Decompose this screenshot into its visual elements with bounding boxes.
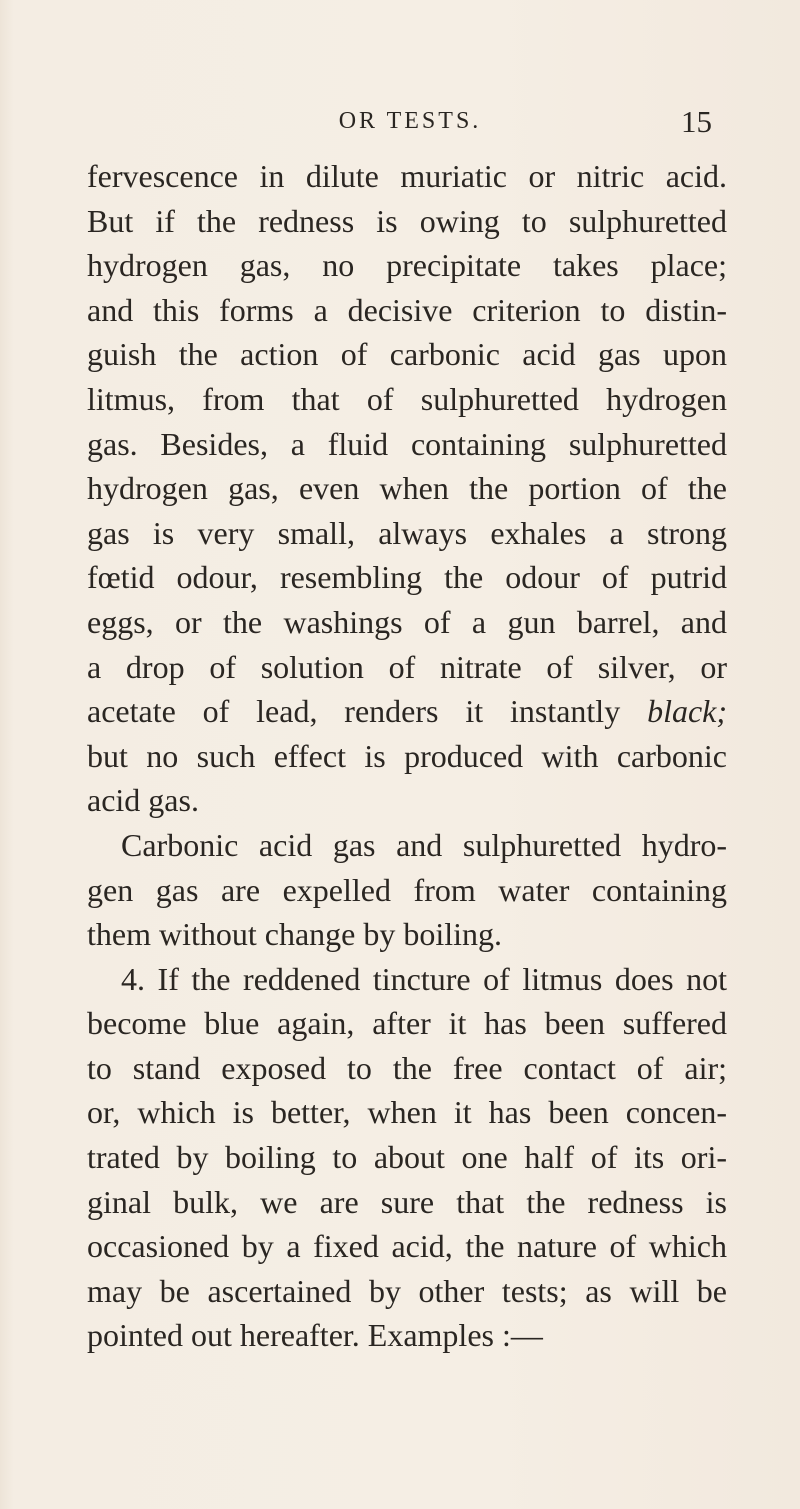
text-line: become blue again, after it has been suffered bbox=[87, 1005, 727, 1042]
text-line: hydrogen gas, no precipitate takes place; bbox=[87, 247, 727, 284]
body-text bbox=[87, 154, 727, 1358]
text-line: 4. If the reddened tincture of litmus does not bbox=[121, 960, 727, 997]
text-line: But if the redness is owing to sulphuretted bbox=[87, 202, 727, 239]
running-title: OR TESTS. bbox=[338, 108, 482, 134]
text-line: litmus, from that of sulphuretted hydrogen bbox=[87, 380, 727, 417]
text-line: pointed out hereafter. Examples :— bbox=[87, 1317, 543, 1354]
text-line-with-emphasis bbox=[87, 689, 727, 734]
text-line: ginal bulk, we are sure that the redness is bbox=[87, 1183, 727, 1220]
text-line: to stand exposed to the free contact of air; bbox=[87, 1049, 727, 1086]
text-line: but no such effect is produced with carbonic bbox=[87, 737, 727, 774]
text-line: fervescence in dilute muriatic or nitric acid. bbox=[87, 158, 727, 194]
text-line: trated by boiling to about one half of its ori- bbox=[87, 1139, 727, 1176]
text-line: gas. Besides, a fluid containing sulphuretted bbox=[87, 425, 727, 462]
text-line: hydrogen gas, even when the portion of the bbox=[87, 470, 727, 507]
emphasized-word: black; bbox=[647, 693, 728, 730]
page-number: 15 bbox=[681, 104, 712, 139]
text-line: occasioned by a fixed acid, the nature of which bbox=[87, 1228, 727, 1265]
text-line: or, which is better, when it has been concen- bbox=[87, 1094, 727, 1131]
text-line: them without change by boiling. bbox=[87, 916, 503, 953]
text-line: acid gas. bbox=[87, 782, 199, 819]
text-line: eggs, or the washings of a gun barrel, and bbox=[87, 603, 727, 640]
text-line: gen gas are expelled from water containing bbox=[87, 871, 727, 908]
text-line: Carbonic acid gas and sulphuretted hydro- bbox=[121, 826, 727, 863]
running-head bbox=[0, 104, 800, 148]
text-line: fœtid odour, resembling the odour of putrid bbox=[87, 559, 727, 596]
text-line: gas is very small, always exhales a strong bbox=[87, 514, 727, 551]
text-line-main: acetate of lead, renders it instantly bbox=[87, 693, 621, 730]
text-line: may be ascertained by other tests; as will be bbox=[87, 1272, 727, 1309]
text-line: a drop of solution of nitrate of silver, or bbox=[87, 648, 727, 685]
text-line: guish the action of carbonic acid gas upon bbox=[87, 336, 727, 373]
text-line: and this forms a decisive criterion to distin- bbox=[87, 291, 727, 328]
